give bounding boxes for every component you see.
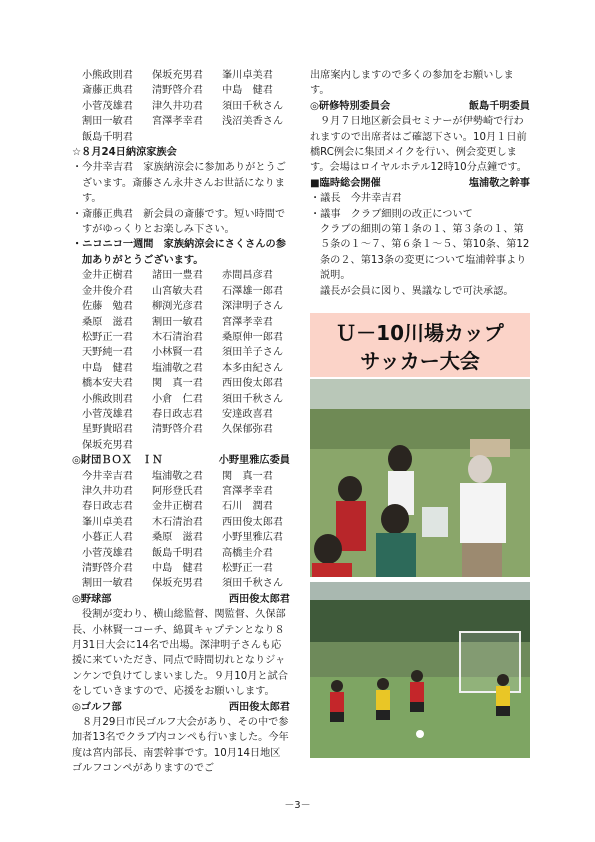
yakyu-heading: ◎野球部 西田俊太郎君	[72, 593, 290, 605]
member-name: 津久井功君	[152, 100, 203, 112]
member-name: 須田羊子さん	[222, 347, 284, 359]
member-name: 小菅茂雄君	[82, 100, 133, 112]
rinji-item-2: ・議事 クラブ細則の改正について	[310, 208, 473, 220]
member-name: 須田千秋さん	[222, 100, 284, 112]
member-name: 斎藤正典君	[82, 85, 133, 97]
soccer-match-photo	[310, 582, 530, 758]
member-name: 金井正樹君	[152, 501, 203, 513]
member-name: 峯川卓美君	[82, 516, 133, 528]
member-name: 中島 健君	[152, 563, 203, 574]
member-name: 宮澤孝幸君	[152, 116, 203, 128]
member-name: 西田俊太郎君	[222, 378, 284, 390]
member-name: 関 真一君	[152, 378, 203, 390]
member-name: 高橋圭介君	[222, 547, 273, 559]
member-name: 保坂充男君	[82, 439, 133, 451]
nico-heading: ・ニコニコ一週間 家族納涼会にさくさんの参加ありがとうございます。	[72, 239, 286, 266]
banner-subtitle: サッカー大会	[360, 349, 480, 373]
kenshu-heading: ◎研修特別委員会 飯島千明委員	[310, 100, 530, 112]
member-name: 須田千秋さん	[222, 578, 284, 590]
left-column	[72, 68, 290, 777]
box-heading: ◎財団ＢＯＸ ＩＮ 小野里雅広委員	[72, 455, 290, 467]
event-banner	[310, 313, 530, 377]
member-name: 小菅茂雄君	[82, 547, 133, 559]
name-list-nico	[72, 268, 290, 453]
member-name: 安達政喜君	[222, 408, 273, 420]
banner-title: Ｕ－10川場カップ	[336, 321, 504, 345]
member-name: 清野啓介君	[82, 563, 133, 574]
member-name: 小菅茂雄君	[82, 408, 133, 420]
member-name: 清野啓介君	[152, 424, 203, 436]
member-name: 松野正一君	[82, 331, 133, 343]
rinji-heading: ■臨時総会開催 塩浦敬之幹事	[310, 177, 530, 189]
kenshu-paragraph: ９月７日地区新会員セミナーが伊勢崎で行われますので出席者はご確認下さい。10月１日前橋RC例会に集団メイクを行い、例会変更します。会場はロイヤルホテル12時10分点鐘です。	[310, 116, 527, 174]
name-list-box	[72, 469, 290, 592]
member-name: 小倉 仁君	[152, 393, 203, 405]
member-name: 天野純一君	[82, 347, 133, 359]
member-name: 山宮敏夫君	[152, 285, 203, 297]
rinji-result: 議長が会員に図り、異議なしで可決承認。	[320, 285, 514, 297]
member-name: 浅沼美香さん	[222, 116, 284, 128]
member-name: 橋本安夫君	[82, 378, 133, 390]
member-name: 津久井功君	[82, 485, 133, 497]
member-name: 割田一敏君	[82, 116, 133, 128]
member-name: 春日政志君	[82, 501, 133, 513]
golf-heading: ◎ゴルフ部 西田俊太郎君	[72, 701, 290, 713]
member-name: 春日政志君	[152, 408, 203, 420]
member-name: 桑原伸一郎君	[222, 331, 284, 343]
noryo-paragraph-2: ・斎藤正典君 新会員の斎藤です。短い時間ですがゆっくりとお楽しみ下さい。	[72, 208, 286, 236]
golf-paragraph: ８月29日市民ゴルフ大会があり、その中で参加者13名でクラブ内コンペも行いました。今年度は宮内部長、南雲幹事です。10月14日地区ゴルフコンペがありますのでご	[72, 717, 289, 775]
member-name: 小野里雅広君	[222, 532, 284, 544]
member-name: 阿形登氏君	[152, 485, 203, 497]
member-name: 小熊政則君	[82, 393, 133, 405]
member-name: 峯川卓美君	[222, 70, 273, 81]
right-column	[310, 68, 530, 299]
member-name: 塩浦敬之君	[152, 362, 203, 374]
member-name: 塩浦敬之君	[152, 470, 203, 482]
member-name: 宮澤孝幸君	[222, 485, 273, 497]
member-name: 保坂充男君	[152, 578, 203, 590]
member-name: 関 真一君	[222, 470, 273, 482]
member-name: 諸田一豊君	[152, 270, 203, 282]
member-name: 飯島千明君	[82, 131, 133, 143]
member-name: 中島 健君	[222, 85, 273, 97]
member-name: 木石清治君	[152, 516, 203, 528]
page-number: －3－	[284, 800, 311, 811]
member-name: 清野啓介君	[152, 85, 203, 97]
member-name: 割田一敏君	[82, 578, 133, 590]
member-name: 今井幸吉君	[82, 470, 133, 482]
member-name: 宮澤孝幸君	[222, 316, 273, 328]
noryo-paragraph-1: ・今井幸吉君 家族納涼会に参加ありがとうございます。斎藤さん永井さんお世話になります。	[72, 162, 286, 205]
name-list-top	[72, 68, 290, 145]
rinji-detail: クラブの細則の第１条の１、第３条の１、第５条の１～７、第６条１～５、第10条、第12条の２、第13条の変更について塩浦幹事より説明。	[320, 224, 530, 282]
member-name: 金井正樹君	[82, 270, 133, 282]
member-name: 須田千秋さん	[222, 393, 284, 405]
soccer-award-photo	[310, 379, 530, 577]
member-name: 中島 健君	[82, 362, 133, 374]
member-name: 小暮正人君	[82, 532, 133, 544]
member-name: 深津明子さん	[222, 301, 284, 313]
member-name: 木石清治君	[152, 331, 203, 343]
member-name: 星野貴昭君	[82, 424, 133, 436]
member-name: 金井俊介君	[82, 285, 133, 297]
rinji-item-1: ・議長 今井幸吉君	[310, 193, 402, 205]
member-name: 赤間昌彦君	[222, 270, 273, 282]
continued-paragraph: 出席案内しますので多くの参加をお願いします。	[310, 70, 514, 97]
noryo-heading: ☆８月24日納涼家族会	[72, 147, 177, 159]
member-name: 本多由紀さん	[222, 362, 284, 374]
member-name: 小林賢一君	[152, 347, 203, 359]
member-name: 保坂充男君	[152, 70, 203, 81]
member-name: 桑原 滋君	[82, 316, 133, 328]
member-name: 佐藤 勉君	[82, 301, 133, 313]
member-name: 小熊政則君	[82, 70, 133, 81]
member-name: 西田俊太郎君	[222, 516, 284, 528]
member-name: 割田一敏君	[152, 316, 203, 328]
member-name: 松野正一君	[222, 563, 273, 574]
member-name: 飯島千明君	[152, 547, 203, 559]
member-name: 石澤雄一郎君	[222, 285, 284, 297]
member-name: 久保郁弥君	[222, 424, 273, 436]
yakyu-paragraph: 役割が変わり、横山総監督、関監督、久保部長、小林賢一コーチ、綿貫キャプテンとなり８月31日大会に14名で出場。深津明子さんも応援に来ていただき、同点で時間切れとなりジャンケンで負けてしまいました。９月10月と試合をしていきますので、応援をお願いします。	[72, 609, 288, 698]
member-name: 石川 潤君	[222, 501, 273, 513]
member-name: 柳渕光彦君	[152, 301, 203, 313]
member-name: 桑原 滋君	[152, 532, 203, 544]
